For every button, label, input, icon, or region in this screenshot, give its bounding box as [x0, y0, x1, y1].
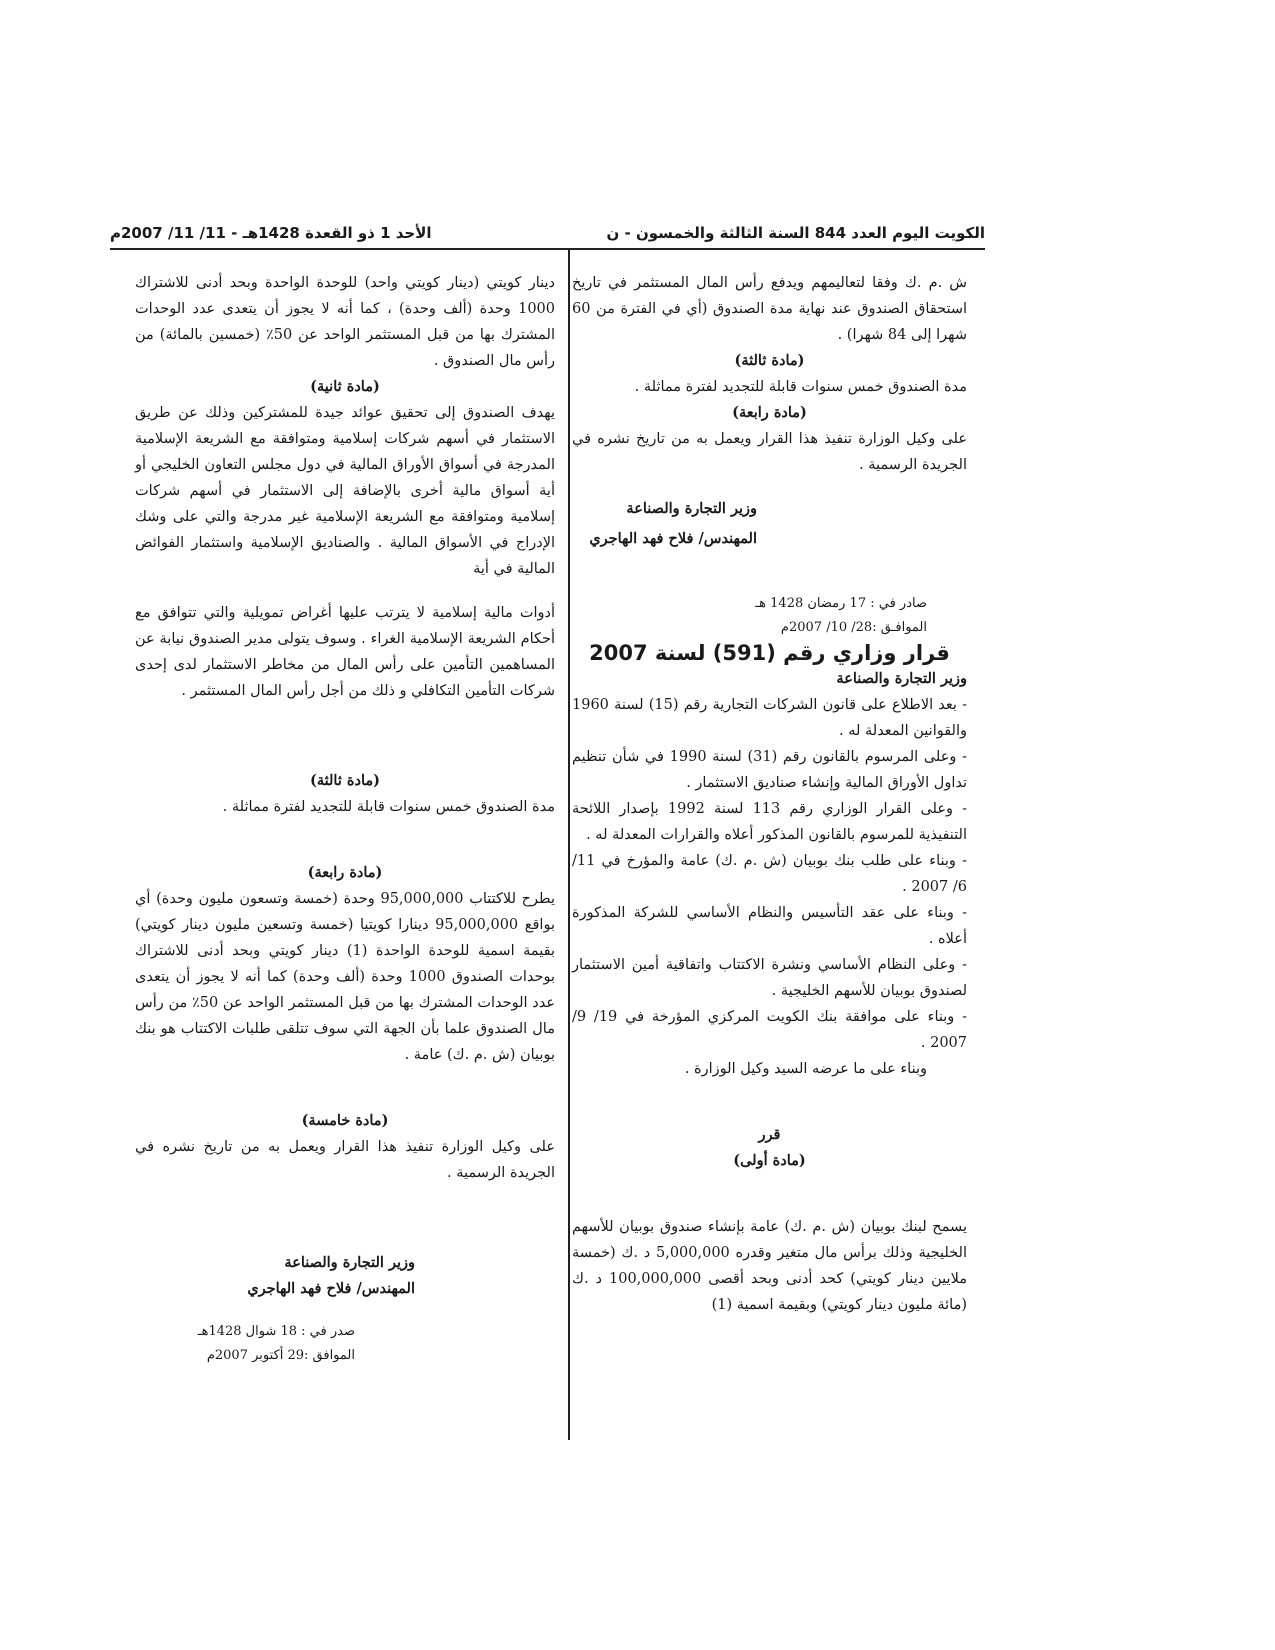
issue-date: صادر في : 17 رمضان 1428 هـ	[755, 596, 927, 611]
corresponding-date: الموافـق :28/ 10/ 2007م	[780, 620, 927, 635]
column-divider	[568, 250, 570, 1440]
signatory-name: المهندس/ فلاح فهد الهاجري	[247, 1280, 415, 1297]
issue-date: صدر في : 18 شوال 1428هـ	[197, 1324, 355, 1339]
recital-item: - وبناء على عقد التأسيس والنظام الأساسي للشركة المذكورة أعلاه .	[572, 905, 967, 947]
signatory-title: وزير التجارة والصناعة	[626, 500, 757, 517]
decided-heading: قرر	[758, 1126, 781, 1143]
continuation-text: ش .م .ك وفقا لتعاليمهم ويدفع رأس المال المستثمر في تاريخ استحقاق الصندوق عند نهاية مدة الصندوق (أي في الفترة من 60 شهرا إلى 84 شهرا) .	[572, 275, 967, 343]
signature-block	[572, 496, 967, 552]
article-2-text-continued: أدوات مالية إسلامية لا يترتب عليها أغراض تمويلية والتي تتوافق مع أحكام الشريعة الإسلامية الغراء . وسوف يتولى مدير الصندوق نيابة عن المساهمين التأمين على رأس المال من مخاطر الاستثمار لدى إحدى شركات التأمين التكافلي و ذلك من أجل رأس المال المستثمر .	[135, 605, 555, 699]
recital-item: - وبناء على طلب بنك بوبيان (ش .م .ك) عامة والمؤرخ في 11/ 6/ 2007 .	[572, 853, 967, 895]
continuation-text: دينار كويتي (دينار كويتي واحد) للوحدة الواحدة وبحد أدنى للاشتراك 1000 وحدة (ألف وحدة) ، كما أنه لا يجوز أن يتعدى عدد الوحدات المشترك بها من قبل المستثمر الواحد عن 50٪ (خمسين بالمائة) من رأس مال الصندوق .	[135, 275, 555, 369]
article-5-heading: (مادة خامسة)	[301, 1112, 389, 1129]
recital-item: - بعد الاطلاع على قانون الشركات التجارية رقم (15) لسنة 1960 والقوانين المعدلة له .	[572, 697, 967, 739]
article-4-text: على وكيل الوزارة تنفيذ هذا القرار ويعمل به من تاريخ نشره في الجريدة الرسمية .	[572, 431, 967, 473]
article-4-text: يطرح للاكتتاب 95,000,000 وحدة (خمسة وتسعون مليون وحدة) أي بواقع 95,000,000 دينارا كويتيا (خمسة وتسعين مليون دينار كويتي) بقيمة اسمية للوحدة الواحدة (1) دينار كويتي وبحد أدنى للاشتراك بوحدات الصندوق 1000 وحدة (ألف وحدة) كما أنه لا يجوز أن يتعدى عدد الوحدات المشترك بها من قبل المستثمر الواحد عن 50٪ من رأس مال الصندوق علما بأن الجهة التي سوف تتلقى طلبات الاكتتاب هو بنك بوبيان (ش .م .ك) عامة .	[135, 891, 556, 1063]
article-5-text: على وكيل الوزارة تنفيذ هذا القرار ويعمل به من تاريخ نشره في الجريدة الرسمية .	[135, 1139, 555, 1181]
recital-item: - وعلى النظام الأساسي ونشرة الاكتتاب واتفاقية أمين الاستثمار لصندوق بوبيان للأسهم الخليجية .	[572, 957, 967, 999]
article-3-text: مدة الصندوق خمس سنوات قابلة للتجديد لفترة مماثلة .	[222, 799, 555, 815]
article-3-heading: (مادة ثالثة)	[734, 352, 805, 369]
corresponding-date: الموافق :29 أكتوبر 2007م	[206, 1348, 355, 1363]
left-column	[135, 270, 555, 1368]
signatory-name: المهندس/ فلاح فهد الهاجري	[589, 530, 757, 547]
signatory-title: وزير التجارة والصناعة	[284, 1254, 415, 1271]
closing-recital: وبناء على ما عرضه السيد وكيل الوزارة .	[684, 1061, 927, 1077]
article-3-text: مدة الصندوق خمس سنوات قابلة للتجديد لفترة مماثلة .	[634, 379, 967, 395]
recital-item: - وعلى القرار الوزاري رقم 113 لسنة 1992 بإصدار اللائحة التنفيذية للمرسوم بالقانون المذكور أعلاه والقرارات المعدلة له .	[572, 801, 968, 843]
recital-item: - وبناء على موافقة بنك الكويت المركزي المؤرخة في 19/ 9/ 2007 .	[572, 1009, 967, 1051]
article-2-text: يهدف الصندوق إلى تحقيق عوائد جيدة للمشتركين وذلك عن طريق الاستثمار في أسهم شركات إسلامية ومتوافقة مع الشريعة الإسلامية المدرجة في أسواق الأوراق المالية في دول مجلس التعاون الخليجي أو أية أسواق مالية أخرى بالإضافة إلى الاستثمار في أسهم شركات إسلامية ومتوافقة مع الشريعة الإسلامية غير مدرجة والتي على وشك الإدراج في الأسواق المالية . والصناديق الإسلامية واستثمار الفوائض المالية في أية	[135, 405, 555, 577]
article-4-heading: (مادة رابعة)	[732, 404, 807, 421]
article-2-heading: (مادة ثانية)	[310, 378, 380, 395]
page-header	[110, 224, 985, 242]
minister-heading: وزير التجارة والصناعة	[836, 670, 967, 687]
article-4-heading: (مادة رابعة)	[307, 864, 383, 881]
right-column	[572, 270, 967, 1318]
header-rule	[110, 248, 985, 250]
article-3-heading: (مادة ثالثة)	[309, 772, 381, 789]
header-date: الأحد 1 ذو القعدة 1428هـ - 11/ 11/ 2007م	[110, 224, 432, 242]
header-issue-info: الكويت اليوم العدد 844 السنة الثالثة والخمسون - ن	[606, 224, 985, 242]
recital-item: - وعلى المرسوم بالقانون رقم (31) لسنة 1990 في شأن تنظيم تداول الأوراق المالية وإنشاء صناديق الاستثمار .	[572, 749, 967, 791]
recitals-list	[572, 692, 967, 1056]
article-1-text: يسمح لبنك بوبيان (ش .م .ك) عامة بإنشاء صندوق بوبيان للأسهم الخليجية وذلك برأس مال متغير وقدره 5,000,000 د .ك (خمسة ملايين دينار كويتي) كحد أدنى وبحد أقصى 100,000,000 د .ك (مائة مليون دينار كويتي) وبقيمة اسمية (1)	[572, 1219, 968, 1313]
decree-title: قرار وزاري رقم (591) لسنة 2007	[589, 641, 950, 665]
article-1-heading: (مادة أولى)	[733, 1152, 806, 1169]
